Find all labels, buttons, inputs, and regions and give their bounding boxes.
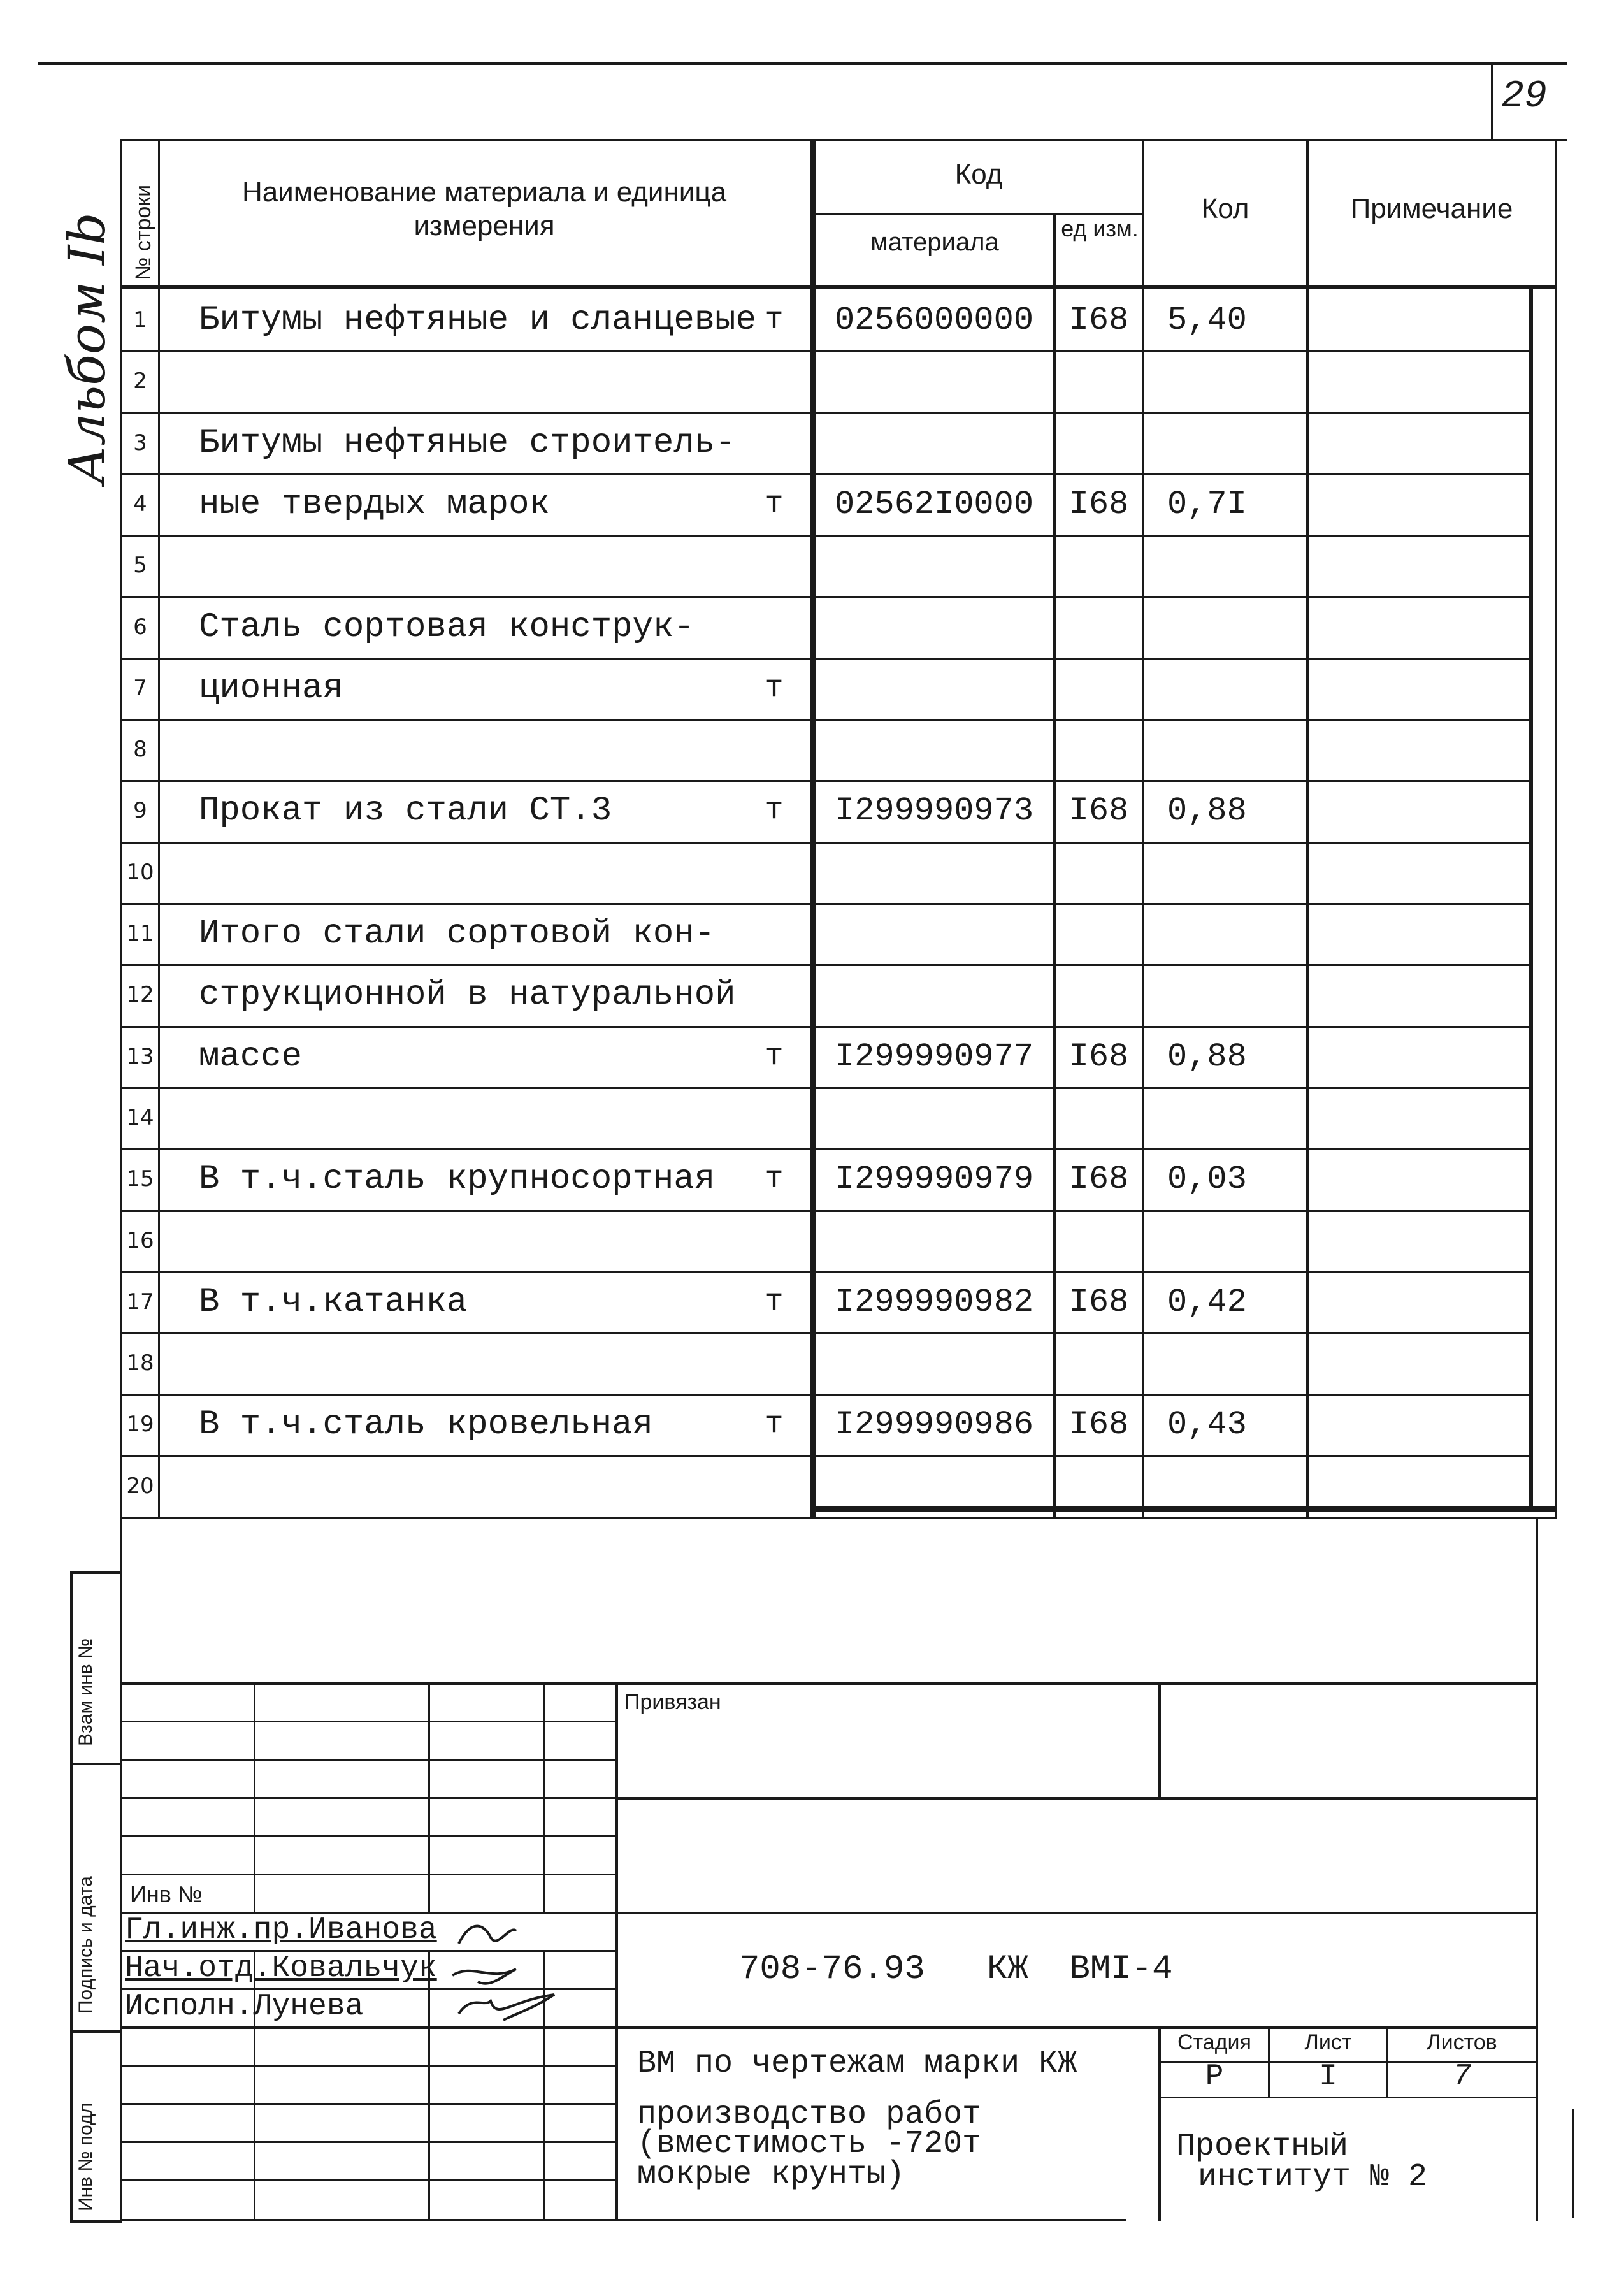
header-note: Примечание [1350,193,1513,224]
page-number: 29 [1501,75,1548,119]
unit [745,1332,803,1394]
material-code [816,903,1053,964]
side-inv-podl: Инв № подл [75,2102,96,2211]
quantity: 5,40 [1167,301,1247,339]
unit: т [765,1039,784,1074]
material-name [161,350,798,412]
quantity: 0,43 [1167,1405,1247,1443]
unit [745,903,803,964]
material-code [816,842,1053,903]
unit: т [765,303,784,337]
album-label: Альбом Ib [57,212,117,484]
top-rule [38,62,1567,65]
inv-no-label: Инв № [130,1881,203,1907]
quantity [1144,964,1306,1025]
unit [745,964,803,1025]
quantity: 0,88 [1167,1037,1247,1076]
title-line-2: производство работ [637,2097,982,2133]
privyazan-label: Привязан [624,1690,721,1714]
unit-code [1056,412,1142,473]
quantity: 0,42 [1167,1283,1247,1321]
unit-code [1056,719,1142,780]
unit-code [1056,596,1142,658]
row-number: 1 [133,307,147,333]
unit-code [1056,658,1142,719]
quantity [1144,1087,1306,1148]
sheets-value: 7 [1453,2060,1471,2094]
row-number: 20 [126,1473,154,1499]
page-number-frame [1491,62,1493,140]
sheets-label: Листов [1427,2030,1497,2054]
material-code [816,535,1053,596]
quantity [1144,842,1306,903]
unit: т [765,1162,784,1196]
unit [745,412,803,473]
sheet-label: Лист [1304,2030,1352,2054]
unit-code: I68 [1069,1283,1129,1321]
material-code [816,1455,1053,1517]
material-code: I299990979 [834,1160,1034,1198]
unit [745,535,803,596]
header-name: Наименование материала и единица измерения [241,177,727,242]
unit [745,842,803,903]
header-code-material: материала [870,228,999,256]
unit [745,1087,803,1148]
row-number: 10 [126,860,154,885]
material-code: I299990982 [834,1283,1034,1321]
material-code [816,719,1053,780]
doc-code: 708-76.93 КЖ ВМI-4 [739,1950,1173,1989]
signer-chief-engineer: Гл.инж.пр.Иванова [125,1913,437,1947]
material-name: ные твердых марок [199,484,550,524]
unit-code: I68 [1069,301,1129,339]
material-code [816,1332,1053,1394]
row-number: 6 [133,614,147,640]
material-code [816,350,1053,412]
unit-code: I68 [1069,1037,1129,1076]
quantity [1144,1210,1306,1271]
sheet-value: I [1319,2060,1337,2094]
org-line-2: институт № 2 [1198,2159,1428,2195]
unit: т [765,1285,784,1319]
signer-executor: Исполн.Лунева [125,1989,364,2024]
row-number: 9 [133,798,147,823]
material-code: 0256000000 [834,301,1034,339]
quantity [1144,535,1306,596]
row-number: 8 [133,737,147,762]
material-name [161,1332,798,1394]
title-line-3: (вместимость -720т [637,2126,982,2162]
material-code: I299990986 [834,1405,1034,1443]
unit-code [1056,842,1142,903]
unit-code [1056,903,1142,964]
unit [745,1210,803,1271]
side-podpis: Подпись и дата [75,1876,96,2014]
org-line-1: Проектный [1176,2128,1349,2165]
row-number: 16 [126,1228,154,1253]
unit [745,1455,803,1517]
unit: т [765,1407,784,1441]
header-row-no: № строки [131,184,155,280]
material-code [816,1210,1053,1271]
material-name: Итого стали сортовой кон- [199,914,716,953]
row-number: 3 [133,430,147,456]
unit-code: I68 [1069,1160,1129,1198]
material-name [161,1087,798,1148]
quantity [1144,903,1306,964]
row-number: 4 [133,491,147,517]
row-number: 19 [126,1412,154,1437]
quantity: 0,7I [1167,485,1247,523]
title-line-4: мокрые крунты) [637,2156,905,2193]
material-name [161,719,798,780]
unit-code [1056,964,1142,1025]
material-name: Битумы нефтяные и сланцевые [199,300,756,340]
unit: т [765,793,784,828]
material-code [816,964,1053,1025]
row-number: 11 [126,921,154,946]
header-qty: Кол [1201,193,1249,224]
material-name: массе [199,1037,303,1076]
quantity [1144,1455,1306,1517]
quantity [1144,350,1306,412]
material-code [816,1087,1053,1148]
material-name [161,1455,798,1517]
material-name: Сталь сортовая конструк- [199,607,694,647]
stage-label: Стадия [1177,2030,1251,2054]
material-name: В т.ч.катанка [199,1282,468,1322]
quantity [1144,412,1306,473]
row-number: 12 [126,982,154,1007]
header-code: Код [954,159,1003,190]
quantity [1144,719,1306,780]
header-code-unit: ед изм. [1061,215,1139,242]
quantity [1144,1332,1306,1394]
stage-value: Р [1205,2060,1224,2094]
quantity [1144,596,1306,658]
unit-code [1056,1087,1142,1148]
material-name: ционная [199,668,343,708]
unit-code [1056,350,1142,412]
material-name [161,1210,798,1271]
unit-code [1056,1332,1142,1394]
material-code: I299990973 [834,791,1034,830]
material-code [816,658,1053,719]
unit-code: I68 [1069,1405,1129,1443]
row-number: 7 [133,675,147,701]
unit: т [765,487,784,521]
material-name: В т.ч.сталь крупносортная [199,1159,716,1199]
row-number: 15 [126,1166,154,1192]
material-name [161,535,798,596]
material-name: Битумы нефтяные строитель- [199,423,736,463]
quantity [1144,658,1306,719]
unit-code [1056,1210,1142,1271]
row-number: 5 [133,552,147,578]
material-code [816,412,1053,473]
unit: т [765,671,784,705]
side-vzam: Взам инв № [75,1638,96,1746]
material-name: струкционной в натуральной [199,975,736,1014]
quantity: 0,03 [1167,1160,1247,1198]
signer-dept-head: Нач.отд.Ковальчук [125,1951,437,1986]
unit-code [1056,1455,1142,1517]
material-name: В т.ч.сталь кровельная [199,1404,653,1444]
unit [745,596,803,658]
unit-code: I68 [1069,791,1129,830]
quantity: 0,88 [1167,791,1247,830]
row-number: 18 [126,1350,154,1376]
unit-code: I68 [1069,485,1129,523]
row-number: 2 [133,368,147,394]
title-line-1: ВМ по чертежам марки КЖ [637,2046,1077,2082]
material-code: 02562I0000 [834,485,1034,523]
row-number: 17 [126,1289,154,1315]
signatures [446,1905,573,2033]
row-number: 13 [126,1044,154,1069]
material-name [161,842,798,903]
row-number: 14 [126,1105,154,1130]
unit [745,719,803,780]
unit [745,350,803,412]
material-code [816,596,1053,658]
material-code: I299990977 [834,1037,1034,1076]
unit-code [1056,535,1142,596]
material-name: Прокат из стали СТ.3 [199,791,612,830]
